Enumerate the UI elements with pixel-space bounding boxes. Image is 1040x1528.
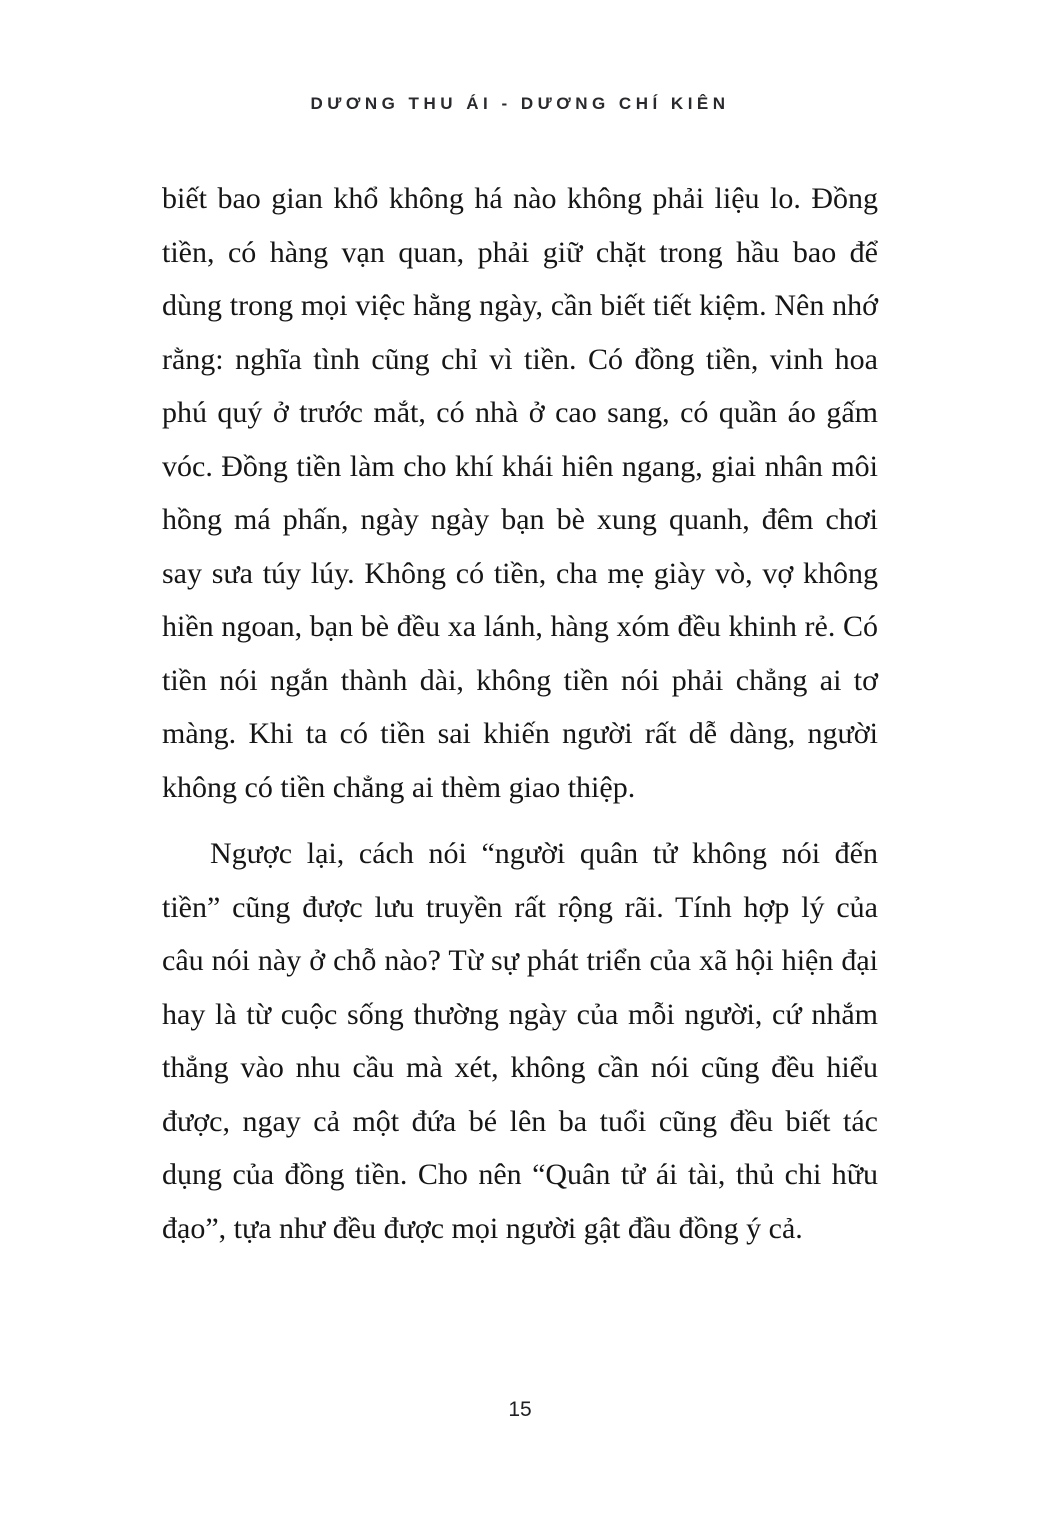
paragraph: biết bao gian khổ không há nào không phải liệu lo. Đồng tiền, có hàng vạn quan, phải giữ chặt trong hầu bao để dùng trong mọi việc hằng ngày, cần biết tiết kiệm. Nên nhớ rằng: nghĩa tình cũng chỉ vì tiền. Có đồng tiền, vinh hoa phú quý ở trước mắt, có nhà ở cao sang, có quần áo gấm vóc. Đồng tiền làm cho khí khái hiên ngang, giai nhân môi hồng má phấn, ngày ngày bạn bè xung quanh, đêm chơi say sưa túy lúy. Không có tiền, cha mẹ giày vò, vợ không hiền ngoan, bạn bè đều xa lánh, hàng xóm đều khinh rẻ. Có tiền nói ngắn thành dài, không tiền nói phải chẳng ai tơ màng. Khi ta có tiền sai khiến người rất dễ dàng, người không có tiền chẳng ai thèm giao thiệp. <box>162 182 878 804</box>
page-number: 15 <box>508 1398 532 1421</box>
running-header: DƯƠNG THU ÁI - DƯƠNG CHÍ KIÊN <box>310 94 730 113</box>
paragraph: Ngược lại, cách nói “người quân tử không nói đến tiền” cũng được lưu truyền rất rộng rãi. Tính hợp lý của câu nói này ở chỗ nào? Từ sự phát triển của xã hội hiện đại hay là từ cuộc sống thường ngày của mỗi người, cứ nhắm thẳng vào nhu cầu mà xét, không cần nói cũng đều hiểu được, ngay cả một đứa bé lên ba tuổi cũng đều biết tác dụng của đồng tiền. Cho nên “Quân tử ái tài, thủ chi hữu đạo”, tựa như đều được mọi người gật đầu đồng ý cả. <box>162 837 878 1245</box>
text-block <box>162 172 878 1255</box>
